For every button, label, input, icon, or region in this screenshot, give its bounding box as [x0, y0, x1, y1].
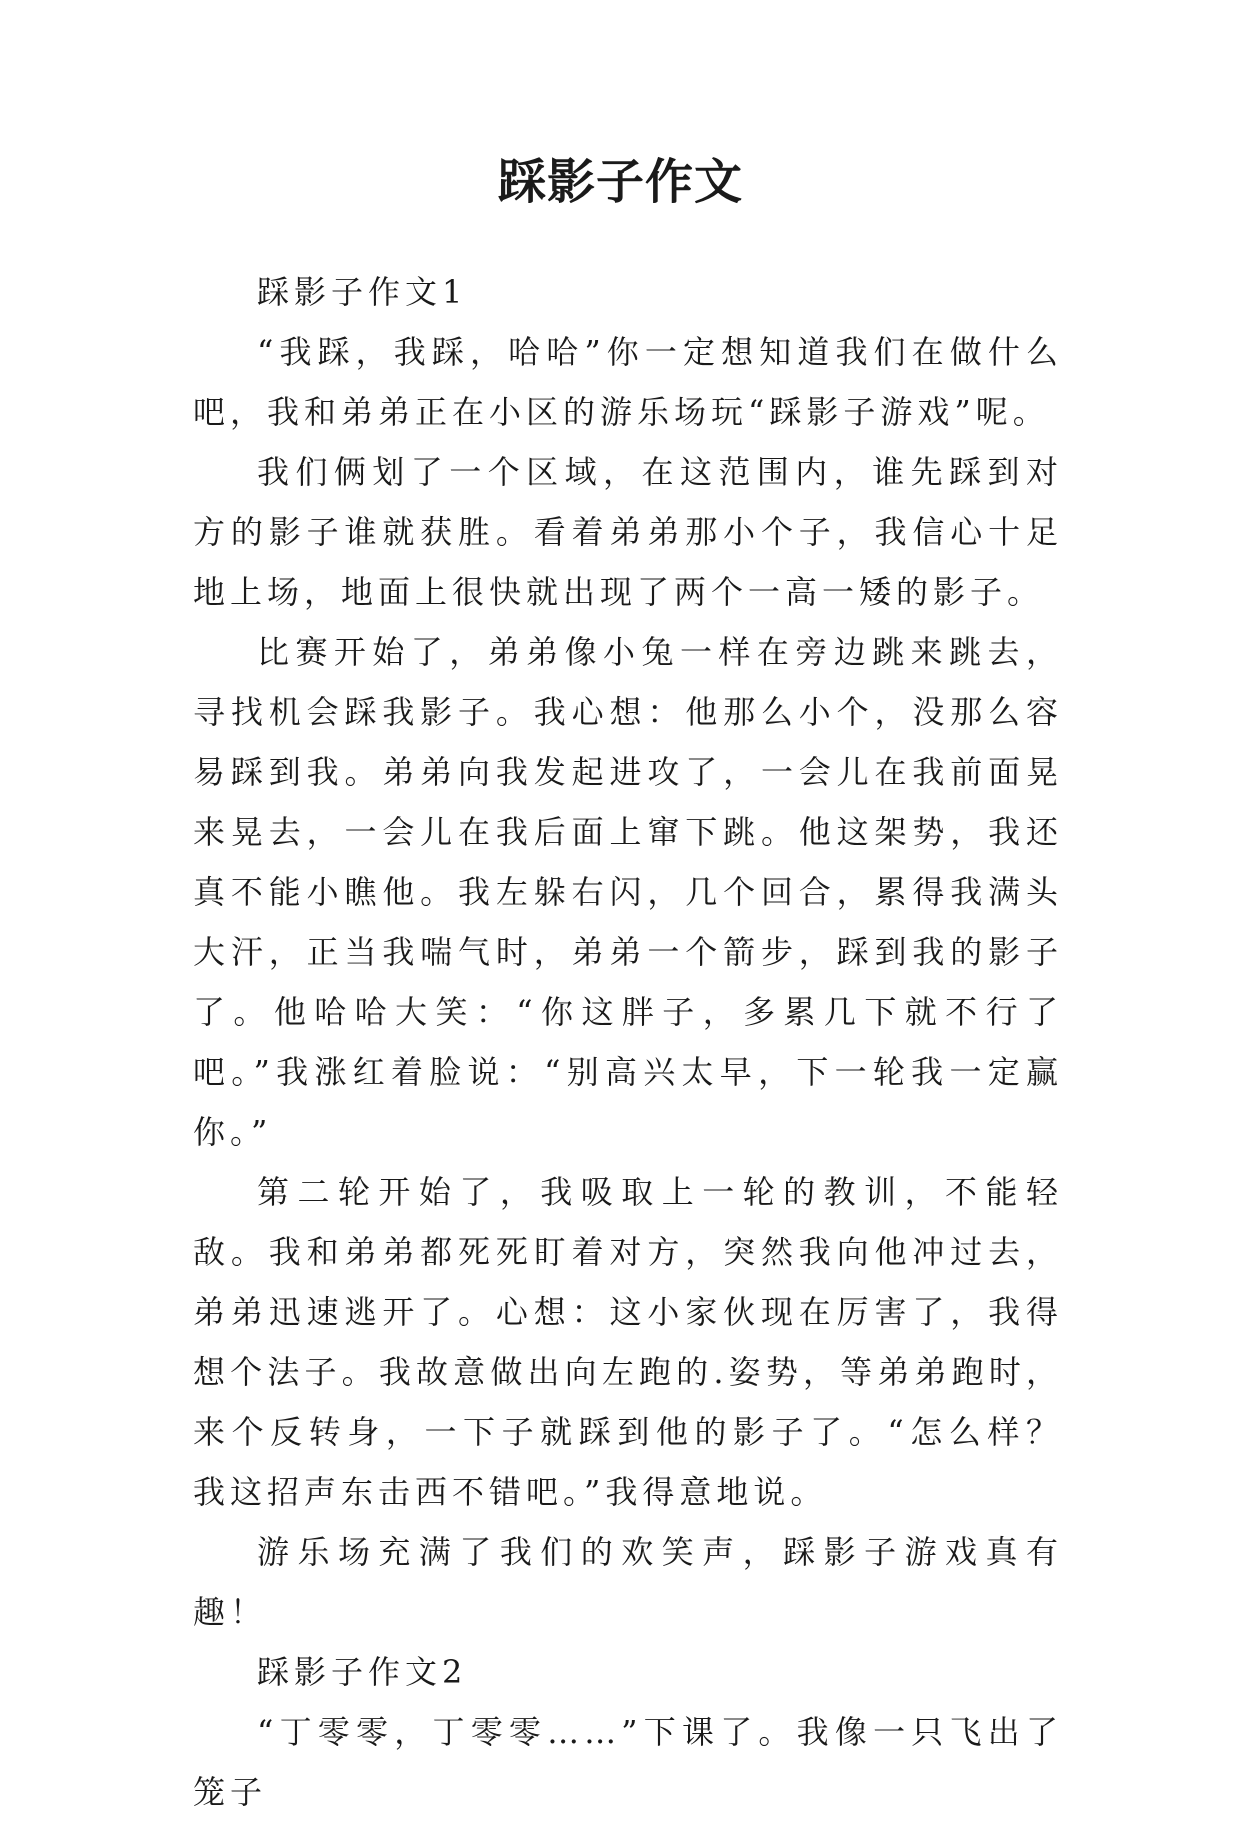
paragraph: 第二轮开始了，我吸取上一轮的教训，不能轻敌。我和弟弟都死死盯着对方，突然我向他冲过去，弟弟迅速逃开了。心想：这小家伙现在厉害了，我得想个法子。我故意做出向左跑的.姿势，等弟弟跑时，来个反转身，一下子就踩到他的影子了。“怎么样？我这招声东击西不错吧。”我得意地说。: [193, 1173, 1063, 1511]
paragraph: 比赛开始了，弟弟像小兔一样在旁边跳来跳去，寻找机会踩我影子。我心想：他那么小个，没那么容易踩到我。弟弟向我发起进攻了，一会儿在我前面晃来晃去，一会儿在我后面上窜下跳。他这架势，我还真不能小瞧他。我左躲右闪，几个回合，累得我满头大汗，正当我喘气时，弟弟一个箭步，踩到我的影子了。他哈哈大笑：“你这胖子，多累几下就不行了吧。”我涨红着脸说：“别高兴太早，下一轮我一定赢你。”: [193, 633, 1063, 1151]
document-title: 踩影子作文: [497, 154, 743, 210]
section-heading-1: 踩影子作文1: [257, 273, 468, 311]
paragraph: 游乐场充满了我们的欢笑声，踩影子游戏真有趣！: [193, 1533, 1063, 1631]
document-body: [193, 262, 1063, 1822]
section-heading-2: 踩影子作文2: [257, 1653, 468, 1691]
paragraph: “丁零零，丁零零……”下课了。我像一只飞出了笼子: [193, 1713, 1063, 1811]
paragraph: “我踩，我踩，哈哈”你一定想知道我们在做什么吧，我和弟弟正在小区的游乐场玩“踩影子游戏”呢。: [193, 333, 1063, 431]
paragraph: 我们俩划了一个区域，在这范围内，谁先踩到对方的影子谁就获胜。看着弟弟那小个子，我信心十足地上场，地面上很快就出现了两个一高一矮的影子。: [193, 453, 1063, 611]
